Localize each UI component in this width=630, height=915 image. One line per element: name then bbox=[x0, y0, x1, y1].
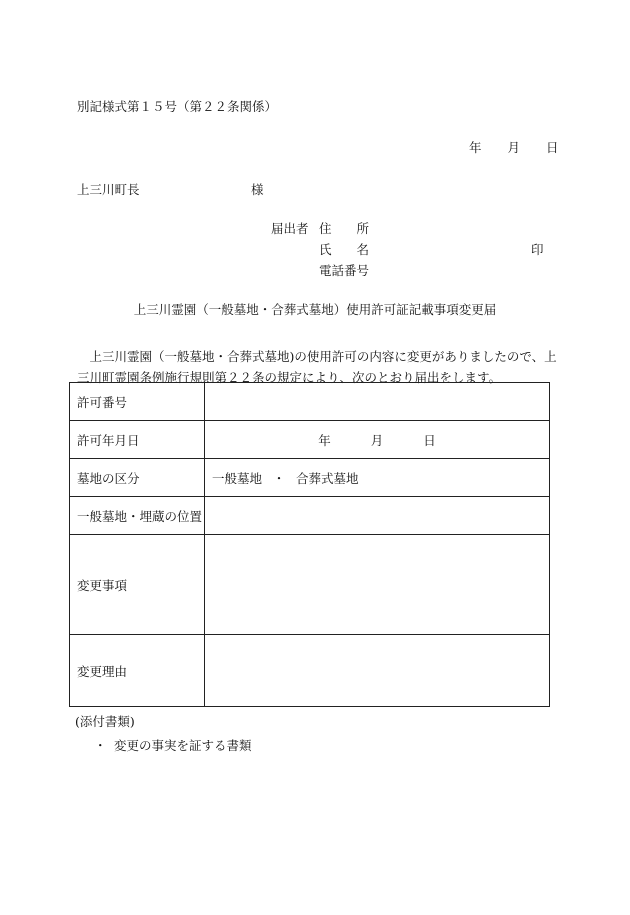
reason-field[interactable] bbox=[205, 635, 550, 707]
permit-date-day: 日 bbox=[423, 432, 436, 448]
addressee bbox=[77, 182, 264, 197]
permit-number-label: 許可番号 bbox=[70, 383, 205, 421]
attachment-item bbox=[94, 740, 252, 753]
document-title: 上三川霊園（一般墓地・合葬式墓地）使用許可証記載事項変更届 bbox=[133, 302, 497, 317]
honorific: 様 bbox=[251, 182, 264, 197]
intro-line-1: 上三川霊園（一般墓地・合葬式墓地)の使用許可の内容に変更がありましたので、上 bbox=[77, 349, 557, 364]
grave-type-field[interactable] bbox=[205, 459, 550, 497]
date-month: 月 bbox=[507, 140, 521, 155]
table-row bbox=[70, 421, 550, 459]
grave-type-label: 墓地の区分 bbox=[70, 459, 205, 497]
table-row bbox=[70, 635, 550, 707]
attachment-item-text: 変更の事実を証する書類 bbox=[114, 738, 252, 753]
grave-type-separator: ・ bbox=[272, 470, 286, 486]
permit-number-field[interactable] bbox=[205, 383, 550, 421]
addressee-name: 上三川町長 bbox=[77, 182, 140, 197]
seal-mark: 印 bbox=[531, 242, 544, 257]
grave-type-communal[interactable]: 合葬式墓地 bbox=[296, 470, 359, 486]
permit-date-month: 月 bbox=[370, 432, 384, 448]
table-row bbox=[70, 535, 550, 635]
date-day: 日 bbox=[546, 140, 559, 155]
address-label: 住 所 bbox=[319, 221, 370, 236]
submission-date bbox=[469, 142, 559, 155]
intro-line-2: 三川町霊園条例施行規則第２２条の規定により、次のとおり届出をします。 bbox=[77, 370, 502, 385]
permit-date-field[interactable] bbox=[205, 421, 550, 459]
phone-label: 電話番号 bbox=[319, 263, 370, 278]
permit-date-year: 年 bbox=[318, 432, 331, 448]
change-label: 変更事項 bbox=[70, 535, 205, 635]
table-row bbox=[70, 497, 550, 535]
form-number: 別記様式第１５号（第２２条関係） bbox=[77, 99, 278, 114]
date-year: 年 bbox=[469, 140, 482, 155]
change-field[interactable] bbox=[205, 535, 550, 635]
permit-date-label: 許可年月日 bbox=[70, 421, 205, 459]
location-label: 一般墓地・埋蔵の位置 bbox=[70, 497, 205, 535]
applicant-label: 届出者 bbox=[271, 221, 309, 236]
reason-label: 変更理由 bbox=[70, 635, 205, 707]
application-table bbox=[69, 382, 550, 707]
attachments-title: (添付書類) bbox=[75, 714, 135, 729]
table-row bbox=[70, 459, 550, 497]
name-label: 氏 名 bbox=[319, 242, 370, 257]
grave-type-general[interactable]: 一般墓地 bbox=[212, 470, 263, 486]
table-row bbox=[70, 383, 550, 421]
location-field[interactable] bbox=[205, 497, 550, 535]
bullet: ・ bbox=[94, 738, 107, 753]
